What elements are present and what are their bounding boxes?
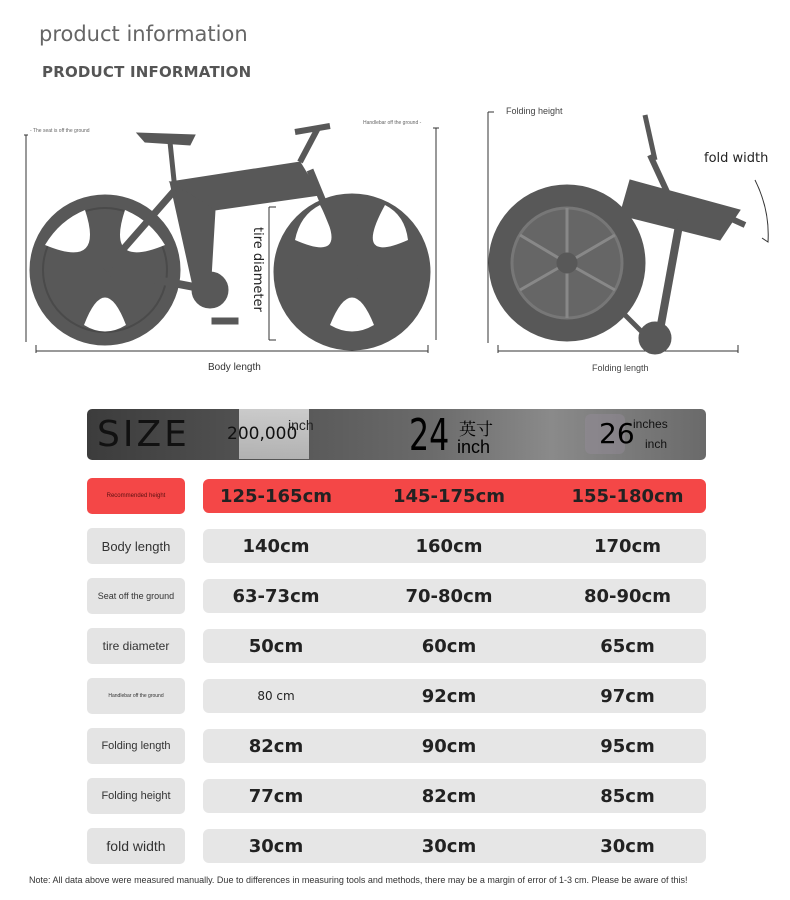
value-cell: 90cm xyxy=(421,735,477,757)
row-label-handlebar-height: Handlebar off the ground xyxy=(87,678,185,714)
row-label-recommended-height: Recommended height xyxy=(87,478,185,514)
body-length-label: Body length xyxy=(208,362,261,373)
size-col1-number: 200,000 xyxy=(227,424,298,444)
size-col1-unit: inch xyxy=(288,417,314,433)
row-values-folding-height xyxy=(203,779,706,813)
row-values-folding-length xyxy=(203,729,706,763)
row-label-seat-height: Seat off the ground xyxy=(87,578,185,614)
page-subtitle: PRODUCT INFORMATION xyxy=(42,63,252,81)
size-col3-unit-b: inch xyxy=(645,437,668,451)
tire-diameter-label: tire diameter xyxy=(250,227,265,312)
handlebar-height-label: Handlebar off the ground - xyxy=(363,120,422,126)
value-cell: 77cm xyxy=(248,785,304,807)
value-cell: 125-165cm xyxy=(219,485,333,507)
page-title: product information xyxy=(39,22,248,46)
size-col2-unit-cn: 英寸 xyxy=(459,420,493,439)
row-label-tire-diameter: tire diameter xyxy=(87,628,185,664)
row-label-folding-height: Folding height xyxy=(87,778,185,814)
row-values-handlebar-height xyxy=(203,679,706,713)
value-cell: 60cm xyxy=(421,635,477,657)
value-cell: 63-73cm xyxy=(232,585,320,607)
value-cell: 70-80cm xyxy=(405,585,493,607)
row-label-fold-width: fold width xyxy=(87,828,185,864)
row-values-fold-width xyxy=(203,829,706,863)
value-cell: 92cm xyxy=(421,685,477,707)
row-values-seat-height xyxy=(203,579,706,613)
row-values-tire-diameter xyxy=(203,629,706,663)
value-cell: 97cm xyxy=(600,685,655,707)
folding-length-label: Folding length xyxy=(592,363,649,373)
row-label-folding-length: Folding length xyxy=(87,728,185,764)
value-cell: 80-90cm xyxy=(584,585,671,607)
value-cell: 85cm xyxy=(600,785,655,807)
size-col3-number: 26 xyxy=(599,417,635,450)
size-col2-unit: inch xyxy=(457,437,491,457)
value-cell: 65cm xyxy=(600,635,655,657)
value-cell: 30cm xyxy=(248,835,304,857)
fold-width-label: fold width xyxy=(704,151,769,166)
bike-silhouette xyxy=(30,126,430,350)
value-cell: 160cm xyxy=(415,535,483,557)
value-cell: 82cm xyxy=(421,785,477,807)
folding-height-label: Folding height xyxy=(506,106,563,116)
row-label-body-length: Body length xyxy=(87,528,185,564)
size-col3-unit-a: inches xyxy=(633,417,668,431)
value-cell: 30cm xyxy=(421,835,477,857)
value-cell: 145-175cm xyxy=(392,485,506,507)
value-cell: 140cm xyxy=(242,535,310,557)
size-col2-number: 24 xyxy=(409,410,450,461)
unfolded-bike-diagram xyxy=(0,100,470,380)
value-cell: 80 cm xyxy=(257,689,295,703)
value-cell: 155-180cm xyxy=(571,485,684,507)
value-cell: 30cm xyxy=(600,835,655,857)
size-title: SIZE xyxy=(97,414,190,455)
row-values-recommended-height xyxy=(203,479,706,513)
value-cell: 50cm xyxy=(248,635,304,657)
value-cell: 170cm xyxy=(594,535,661,557)
seat-height-label: - The seat is off the ground xyxy=(30,128,90,134)
value-cell: 82cm xyxy=(248,735,304,757)
folded-bike-diagram xyxy=(480,100,780,370)
value-cell: 95cm xyxy=(600,735,655,757)
row-values-body-length xyxy=(203,529,706,563)
measurement-note: Note: All data above were measured manually. Due to differences in measuring tools and methods, there may be a margin of error of 1-3 cm. Please be aware of this! xyxy=(29,875,688,885)
